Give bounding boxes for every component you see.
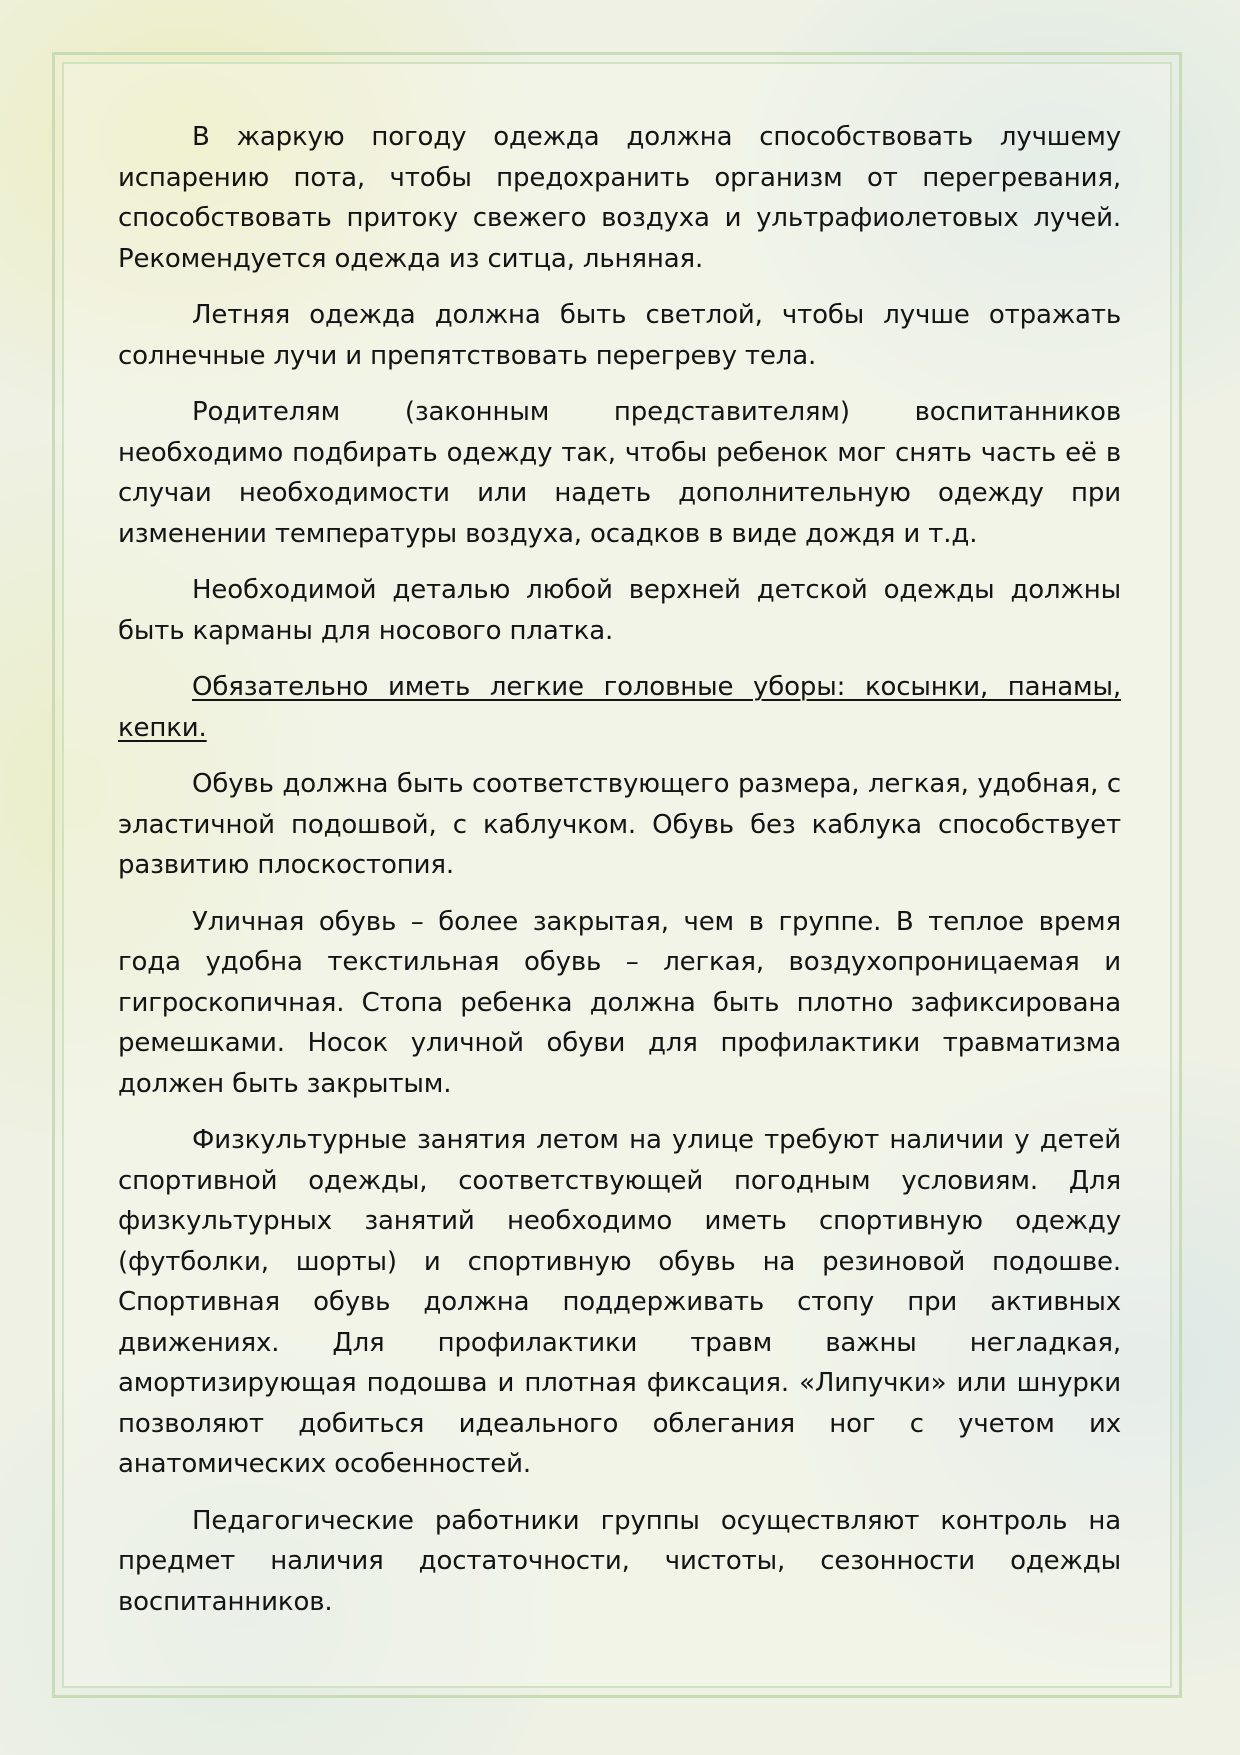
- paragraph-headwear-required: Обязательно иметь легкие головные уборы: косынки, панамы, кепки.: [118, 672, 1121, 743]
- paragraph-teacher-control: Педагогические работники группы осуществляют контроль на предмет наличия достаточности, чистоты, сезонности одежды воспитанников.: [118, 1505, 1121, 1617]
- paragraph-outdoor-footwear: Уличная обувь – более закрытая, чем в группе. В теплое время года удобна текстильная обувь – легкая, воздухопроницаемая и гигроскопичная. Стопа ребенка должна быть плотно зафиксирована ремешками. Носок уличной обуви для профилактики травматизма должен быть закрытым.: [118, 906, 1121, 1099]
- paragraph-parents-clothing-selection: Родителям (законным представителям) воспитанников необходимо подбирать одежду так, чтобы ребенок мог снять часть её в случаи необходимости или надеть дополнительную одежду при изменении температуры воздуха, осадков в виде дождя и т.д.: [118, 397, 1121, 549]
- document-body: [118, 117, 1121, 1638]
- paragraph-sports-clothing: Физкультурные занятия летом на улице требуют наличии у детей спортивной одежды, соответствующей погодным условиям. Для физкультурных занятий необходимо иметь спортивную одежду (футболки, шорты) и спортивную обувь на резиновой подошве. Спортивная обувь должна поддерживать стопу при активных движениях. Для профилактики травм важны негладкая, амортизирующая подошва и плотная фиксация. «Липучки» или шнурки позволяют добиться идеального облегания ног с учетом их анатомических особенностей.: [118, 1125, 1121, 1479]
- paragraph-footwear-requirements: Обувь должна быть соответствующего размера, легкая, удобная, с эластичной подошвой, с каблучком. Обувь без каблука способствует развитию плоскостопия.: [118, 769, 1121, 880]
- paragraph-hot-weather-clothing: В жаркую погоду одежда должна способствовать лучшему испарению пота, чтобы предохранить организм от перегревания, способствовать притоку свежего воздуха и ультрафиолетовых лучей. Рекомендуется одежда из ситца, льняная.: [118, 122, 1121, 274]
- paragraph-summer-clothing-light: Летняя одежда должна быть светлой, чтобы лучше отражать солнечные лучи и препятствовать перегреву тела.: [118, 300, 1121, 371]
- paragraph-pockets-handkerchief: Необходимой деталью любой верхней детской одежды должны быть карманы для носового платка.: [118, 575, 1121, 646]
